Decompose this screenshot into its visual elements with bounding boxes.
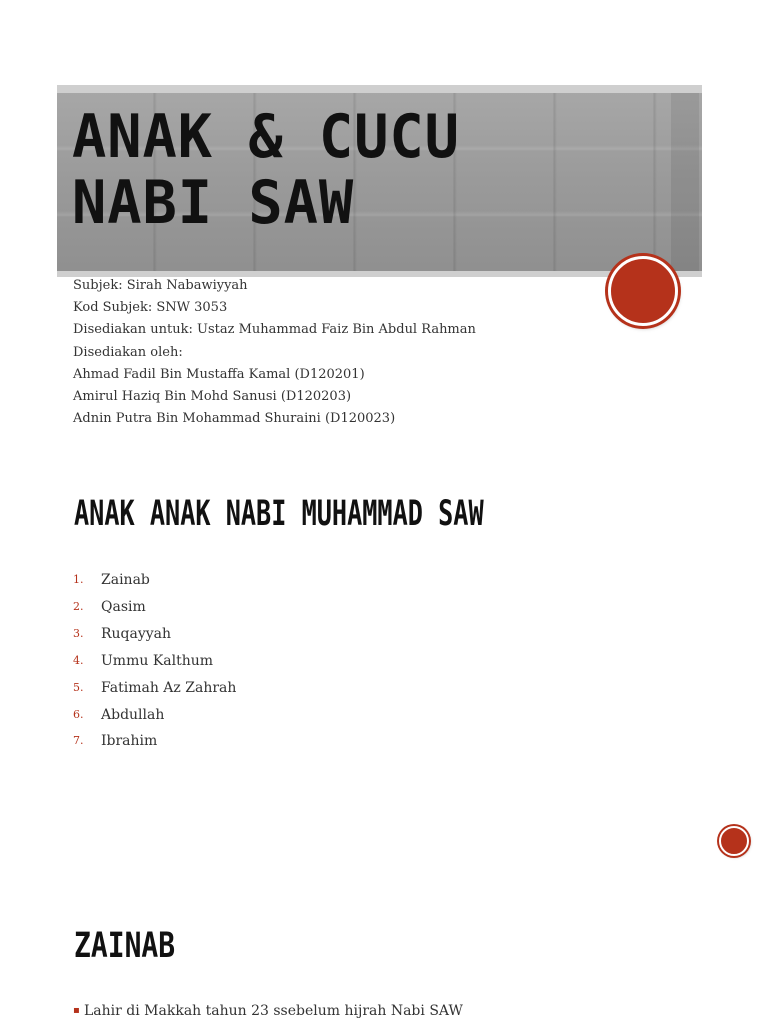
- children-heading: ANAK ANAK NABI MUHAMMAD SAW: [74, 494, 484, 534]
- list-item: [73, 621, 236, 648]
- list-number: 2.: [73, 599, 84, 613]
- square-bullet-icon: ▪: [73, 1005, 80, 1016]
- banner-frame-decoration: [671, 93, 699, 271]
- list-item: [73, 728, 236, 755]
- info-line-author-3: Adnin Putra Bin Mohammad Shuraini (D120023): [73, 411, 396, 427]
- child-name: Abdullah: [101, 706, 165, 723]
- child-name: Ibrahim: [101, 733, 158, 750]
- zainab-heading: ZAINAB: [74, 926, 176, 966]
- info-line-prepared-for: Disediakan untuk: Ustaz Muhammad Faiz Bin Abdul Rahman: [73, 322, 476, 338]
- child-name: Ummu Kalthum: [101, 652, 214, 669]
- child-name: Fatimah Az Zahrah: [101, 679, 237, 696]
- child-name: Qasim: [101, 598, 146, 615]
- info-line-prepared-by: Disediakan oleh:: [73, 344, 183, 360]
- info-line-author-2: Amirul Haziq Bin Mohd Sanusi (D120203): [73, 389, 352, 405]
- bullet-text: Lahir di Makkah tahun 23 ssebelum hijrah Nabi SAW: [84, 1003, 463, 1019]
- list-item: [73, 1000, 463, 1022]
- red-circle-accent-icon: [608, 256, 678, 326]
- list-item: [73, 567, 236, 594]
- info-line-author-1: Ahmad Fadil Bin Mustaffa Kamal (D120201): [73, 366, 365, 382]
- list-number: 5.: [73, 680, 84, 694]
- info-line-subject: Subjek: Sirah Nabawiyyah: [73, 278, 248, 293]
- list-item: [73, 675, 236, 702]
- list-number: 7.: [73, 734, 84, 748]
- list-number: 4.: [73, 653, 84, 667]
- list-item: [73, 702, 236, 729]
- children-list: [73, 567, 236, 755]
- child-name: Zainab: [101, 572, 150, 588]
- slide-title: ANAK & CUCU NABI SAW: [72, 102, 460, 238]
- list-number: 6.: [73, 707, 84, 721]
- list-item: [73, 648, 236, 675]
- list-item: [73, 594, 236, 621]
- zainab-bullet-list: [73, 1000, 463, 1022]
- info-line-code: Kod Subjek: SNW 3053: [73, 300, 228, 316]
- red-circle-accent-icon: [719, 826, 749, 856]
- list-number: 3.: [73, 626, 84, 640]
- list-number: 1.: [73, 573, 84, 586]
- subject-info-list: [73, 275, 476, 430]
- child-name: Ruqayyah: [101, 625, 172, 642]
